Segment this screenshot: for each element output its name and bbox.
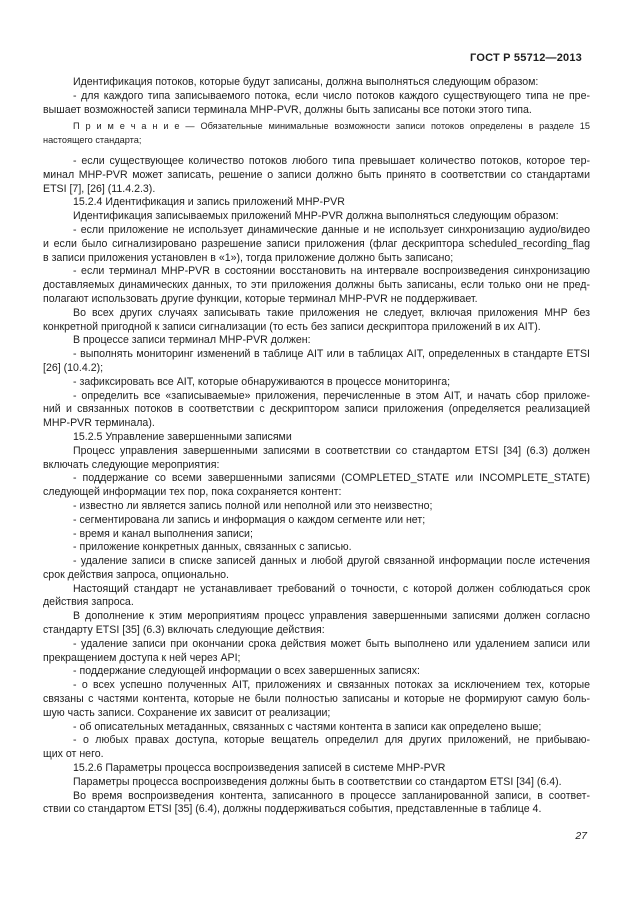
text-line: Параметры процесса воспроизведения должны быть в соответствии со стандартом ETSI [34] (6.4).	[73, 775, 562, 788]
text-line: - удаление записи в списке записей данных и любой другой связанной информации после истечения	[73, 555, 590, 568]
text-line: - если приложение не использует динамические данные и не использует синхронизацию аудио/видео	[73, 223, 590, 236]
paragraph	[43, 776, 590, 790]
text-line: Процесс управления завершенными записями в соответствии со стандартом ETSI [34] (6.3) должен	[73, 444, 590, 457]
paragraph	[43, 76, 590, 90]
text-line: включать следующие мероприятия:	[43, 458, 220, 471]
text-line: [26] (10.4.2);	[43, 361, 104, 374]
paragraph	[43, 348, 590, 376]
paragraph	[43, 665, 590, 679]
paragraph	[43, 721, 590, 735]
text-line: следующей информации тех пор, пока сохраняется контент:	[43, 486, 342, 499]
text-line: - об описательных метаданных, связанных с частями контента в записи как определено выше;	[73, 720, 542, 733]
text-line: В дополнение к этим мероприятиям процесс управления завершенными записями должен согласно	[73, 610, 590, 623]
text-line: прекращением доступа к ней через API;	[43, 651, 241, 664]
text-line: конкретной пригодной к записи сигнализации (то есть без записи дескриптора приложений в их AIT).	[43, 320, 541, 333]
text-line: связаны с частями контента, которые не были полностью записаны и которые не формируют самую боль-	[43, 693, 590, 706]
note-paragraph	[43, 120, 590, 148]
text-line: - для каждого типа записываемого потока, если число потоков каждого существующего типа не пре-	[73, 89, 590, 102]
paragraph	[43, 514, 590, 528]
paragraph	[43, 334, 590, 348]
paragraph	[43, 762, 590, 776]
text-line: полагают использовать другие функции, которые терминал MHP-PVR не поддерживает.	[43, 292, 478, 305]
text-line: Идентификация потоков, которые будут записаны, должна выполняться следующим образом:	[73, 76, 539, 88]
text-line: ствии со стандартом ETSI [35] (6.4), должны поддерживаться события, представленные в таблице 4.	[43, 803, 542, 816]
text-line: срок действия запроса, опционально.	[43, 568, 230, 581]
text-line: - поддержание со всеми завершенными записями (COMPLETED_STATE или INCOMPLETE_STATE)	[73, 472, 590, 485]
text-line: действия запроса.	[43, 596, 134, 609]
text-line: MHP-PVR терминала).	[43, 417, 155, 430]
text-line: - время и канал выполнения записи;	[73, 527, 253, 540]
text-line: Во время воспроизведения контента, записанного в процессе запланированной записи, в соответ-	[73, 789, 590, 802]
paragraph	[43, 90, 590, 118]
text-line: - если терминал MHP-PVR в состоянии восстановить на интервале воспроизведения синхронизацию	[73, 265, 590, 278]
paragraph	[43, 445, 590, 473]
paragraph	[43, 265, 590, 306]
page-header	[43, 52, 582, 64]
text-line: - о любых правах доступа, которые вещатель определил для других приложений, не прибываю-	[73, 734, 590, 747]
text-line: 15.2.4 Идентификация и запись приложений MHP-PVR	[73, 196, 345, 209]
text-line: Во всех других случаях записывать такие приложения не следует, включая приложения MHP без	[73, 306, 590, 319]
page-footer	[575, 830, 587, 842]
paragraph	[43, 390, 590, 431]
text-line: - о всех успешно полученных AIT, приложениях и связанных потоках за исключением тех, которые	[73, 679, 590, 692]
paragraph	[43, 610, 590, 638]
text-line: 15.2.5 Управление завершенными записями	[73, 430, 292, 443]
doc-number: ГОСТ Р 55712—2013	[470, 52, 582, 64]
text-line: доставляемых динамических данных, то эти приложения должны быть записаны, если только они не пред-	[43, 279, 590, 292]
text-line: - удаление записи при окончании срока действия может быть выполнено или удалением записи или	[73, 637, 590, 650]
text-line: настоящего стандарта;	[43, 135, 142, 146]
text-line: ETSI [7], [26] (11.4.2.3).	[43, 182, 156, 195]
paragraph	[43, 790, 590, 818]
text-line: Идентификация записываемых приложений MHP-PVR должна выполняться следующим образом:	[73, 210, 559, 223]
text-line: 15.2.6 Параметры процесса воспроизведения записей в системе MHP-PVR	[73, 762, 446, 775]
text-line: П р и м е ч а н и е — Обязательные минимальные возможности записи потоков определены в разделе 15	[73, 121, 590, 132]
text-line: минал MHP-PVR может записать, решение о записи должно быть принято в соответствии со стандартами	[43, 168, 590, 181]
text-line: в записи приложения установлен в «1»), тогда приложение должно быть записано;	[43, 251, 454, 264]
paragraph	[43, 155, 590, 196]
paragraph	[43, 528, 590, 542]
paragraph	[43, 431, 590, 445]
paragraph	[43, 210, 590, 224]
text-line: - сегментирована ли запись и информация о каждом сегменте или нет;	[73, 513, 426, 526]
text-line: - известно ли является запись полной или неполной или это неизвестно;	[73, 499, 433, 512]
text-line: и если было сигнализировано разрешение записи приложения (флаг дескриптора scheduled_recording_flag	[43, 237, 590, 250]
paragraph	[43, 638, 590, 666]
text-line: ний и связанных потоков в соответствии с дескриптором записи приложения (определяется реализацией	[43, 403, 590, 416]
paragraph	[43, 555, 590, 583]
text-line: - если существующее количество потоков любого типа превышает количество потоков, которое тер-	[73, 154, 590, 167]
text-line: шую часть записи. Сохранение их зависит от реализации;	[43, 706, 331, 719]
text-line: - поддержание следующей информации о всех завершенных записях:	[73, 665, 420, 678]
text-line: - выполнять мониторинг изменений в таблице AIT или в таблицах AIT, определенных в стандарте ETSI	[73, 348, 590, 361]
paragraph	[43, 224, 590, 265]
text-line: вышает возможностей записи терминала MHP-PVR, должны быть записаны все потоки этого типа.	[43, 103, 532, 116]
text-line: щих от него.	[43, 748, 104, 761]
text-line: - зафиксировать все AIT, которые обнаруживаются в процессе мониторинга;	[73, 375, 451, 388]
paragraph	[43, 307, 590, 335]
text-line: - определить все «записываемые» приложения, перечисленные в этом AIT, и начать сбор приложе-	[73, 389, 590, 402]
paragraph	[43, 734, 590, 762]
text-line: В процессе записи терминал MHP-PVR должен:	[73, 334, 311, 347]
text-line: - приложение конкретных данных, связанных с записью.	[73, 541, 352, 554]
paragraph	[43, 679, 590, 720]
paragraph	[43, 196, 590, 210]
paragraph	[43, 472, 590, 500]
page-number: 27	[575, 830, 587, 842]
paragraph	[43, 583, 590, 611]
text-line: стандарту ETSI [35] (6.3) включать следующие действия:	[43, 624, 325, 637]
paragraph	[43, 500, 590, 514]
text-line: Настоящий стандарт не устанавливает требований о точности, с которой должен соблюдаться срок	[73, 582, 590, 595]
document-body	[43, 76, 590, 817]
paragraph	[43, 376, 590, 390]
paragraph	[43, 541, 590, 555]
